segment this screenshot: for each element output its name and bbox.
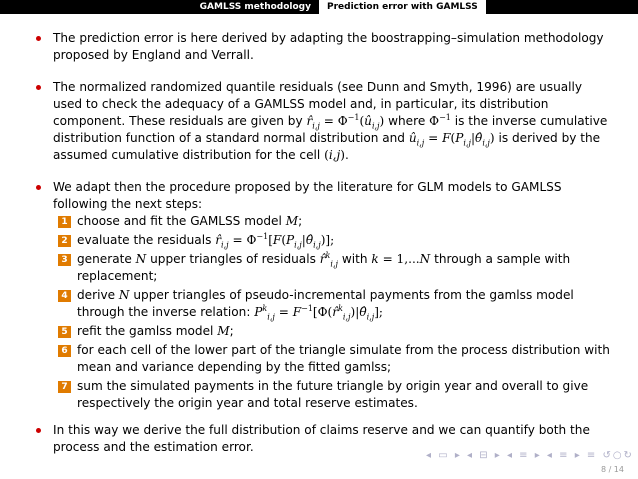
- step-number: 5: [58, 326, 71, 338]
- step-item: 1 choose and fit the GAMLSS model M;: [58, 213, 610, 230]
- steps-list: [53, 213, 610, 412]
- step-item: 4 derive N upper triangles of pseudo-incremental payments from the gamlss model through the inverse relation: $P^k_{i,j}$ = $F^{-1}[\Phi(r̂^k_{i,j})|\thetâ_{i,j}]$;: [58, 287, 610, 321]
- step-item: 7 sum the simulated payments in the future triangle by origin year and overall to give respectively the origin year and total reserve estimates.: [58, 378, 610, 412]
- beamer-nav-icons[interactable]: ◂ ▭ ▸ ◂ ⊟ ▸ ◂ ≡ ▸ ◂ ≡ ▸ ≡ ↺○↻: [426, 450, 634, 461]
- bullet-text: The prediction error is here derived by adapting the boostrapping–simulation methodology proposed by England and Verrall.: [53, 31, 604, 62]
- step-number: 6: [58, 345, 71, 357]
- step-item: 2 evaluate the residuals $r̂_{i,j}$ = $\Phi^{-1}[F(P_{i,j}|\thetâ_{i,j})]$;: [58, 232, 610, 249]
- nav-subsection[interactable]: Prediction error with GAMLSS: [319, 0, 486, 14]
- step-item: 3 generate N upper triangles of residuals r̂$^k_{i,j}$ with k = 1,...N through a sample with replacement;: [58, 251, 610, 285]
- step-item: 5 refit the gamlss model M;: [58, 323, 610, 340]
- bullet-prediction-error: [36, 30, 610, 64]
- step-number: 3: [58, 254, 71, 266]
- step-number: 2: [58, 235, 71, 247]
- step-item: 6 for each cell of the lower part of the triangle simulate from the process distribution with mean and variance depending by the fitted gamlss;: [58, 342, 610, 376]
- navigation-bar: [0, 0, 638, 14]
- bullet-residuals: The normalized randomized quantile residuals (see Dunn and Smyth, 1996) are usually used to check the adequacy of a GAMLSS model and, in particular, its distribution component. These residuals are given by $r̂_{i,j}$ = $\Phi^{-1}(û_{i,j})$ where $\Phi^{-1}$ is the inverse cumulative distribution function of a standard normal distribution and $û_{i,j}$ = $F(P_{i,j}|\thetâ_{i,j})$ is derived by the assumed cumulative distribution for the cell (i,j).: [36, 79, 610, 164]
- bullet-procedure: We adapt then the procedure proposed by the literature for GLM models to GAMLSS following the next steps: 1 choose and fit the GAMLSS model M; 2 evaluate the residuals $r̂_{i,j}$ = $\Phi^{-1}[F(P_{i,j}|\thetâ_{i,j})]$; 3 generate N upper triangles of residuals r̂$^k_{i,j}$ with k = 1,...N through a sample with replacement; 4 derive N upper triangles of pseudo-incremental payments from the gamlss model through the inverse relation: $P^k_{i,j}$ = $F^{-1}[\Phi(r̂^k_{i,j})|\thetâ_{i,j}]$; 5 refit the gamlss model M; 6 for each cell of the lower part of the triangle simulate from the process distribution with mean and variance depending by the fitted gamlss; 7 sum the simulated payments in the future triangle by origin year and overall to give respectively the origin year and total reserve estimates.: [36, 179, 610, 412]
- step-number: 7: [58, 381, 71, 393]
- nav-section[interactable]: GAMLSS methodology: [199, 2, 311, 12]
- step-number: 4: [58, 290, 71, 302]
- slide-body: [36, 30, 610, 471]
- step-number: 1: [58, 216, 71, 228]
- page-number: 8 / 14: [600, 465, 624, 474]
- bullet-conclusion: In this way we derive the full distribution of claims reserve and we can quantify both the process and the estimation error.: [36, 422, 610, 456]
